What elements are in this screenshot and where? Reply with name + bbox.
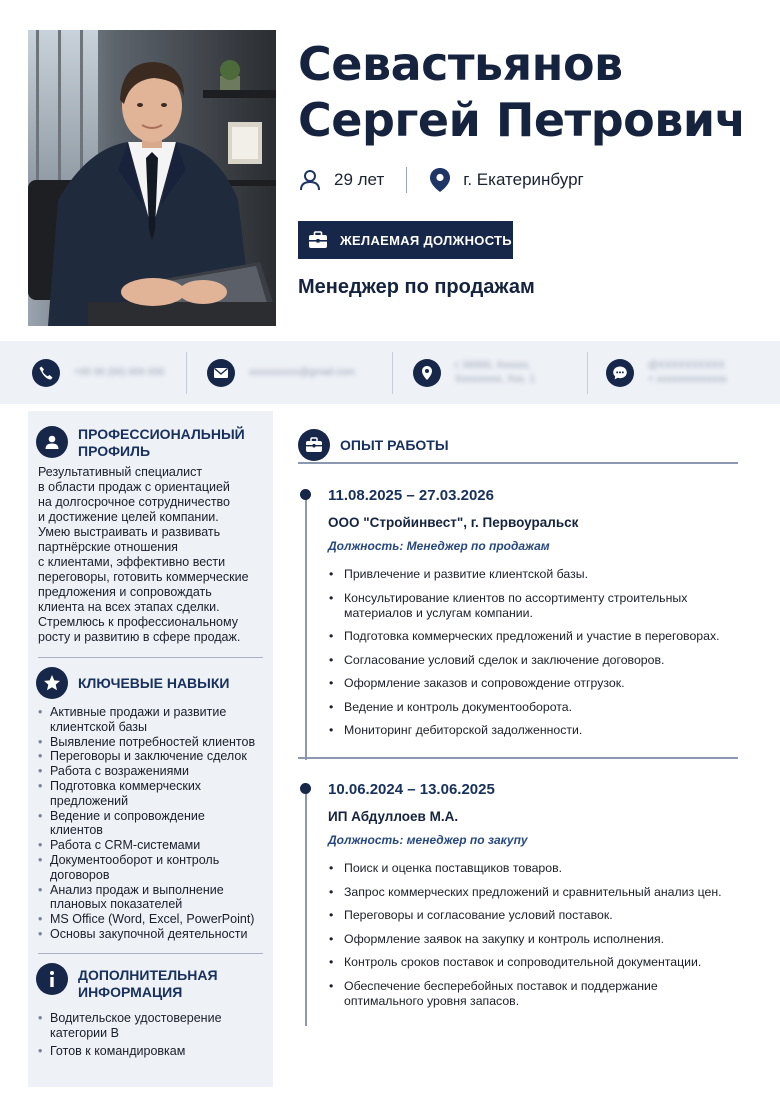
extra-line: • Готов к командировкам — [50, 1044, 186, 1059]
duty-line: • Обеспечение бесперебойных поставок и поддержание — [344, 978, 658, 993]
experience-heading — [298, 427, 738, 463]
duty-item — [328, 653, 738, 668]
messenger-value — [648, 359, 727, 387]
skill-line: • Работа с CRM-системами — [50, 838, 201, 853]
extra-item — [36, 1011, 263, 1041]
job-divider — [298, 757, 738, 759]
desired-position-label: ЖЕЛАЕМАЯ ДОЛЖНОСТЬ — [340, 232, 512, 248]
extra-section — [28, 954, 273, 1059]
profile-line: клиента на всех этапах сделки. — [38, 600, 220, 614]
skill-line: • Подготовка коммерческих — [50, 778, 202, 793]
extra-title-line: ДОПОЛНИТЕЛЬНАЯ — [78, 966, 218, 983]
contact-email[interactable] — [187, 341, 392, 404]
duty-line: • Согласование условий сделок и заключение договоров. — [344, 652, 665, 667]
profile-heading — [36, 426, 263, 460]
extra-heading — [36, 963, 263, 1001]
email-value: xxxxxxxxxx@gmail.com — [249, 366, 355, 378]
sidebar — [28, 411, 273, 1087]
skill-item — [36, 927, 263, 942]
skill-line: клиентов — [50, 823, 103, 838]
extra-line: категории B — [50, 1025, 119, 1040]
location-pin-icon — [429, 167, 451, 193]
job-role: Должность: Менеджер по продажам — [328, 539, 550, 553]
profile-line: с клиентами, эффективно вести — [38, 555, 226, 569]
skill-line: • Работа с возражениями — [50, 764, 189, 779]
mail-icon — [207, 359, 235, 387]
experience-title: ОПЫТ РАБОТЫ — [340, 437, 449, 453]
duty-line: • Запрос коммерческих предложений и сравнительный анализ цен. — [344, 884, 722, 899]
profile-line: Стремлюсь к профессиональному — [38, 615, 238, 629]
job-entry — [328, 781, 738, 1017]
profile-line: Умею выстраивать и развивать — [38, 525, 221, 539]
skill-line: • MS Office (Word, Excel, PowerPoint) — [50, 912, 255, 927]
duty-item — [328, 955, 738, 970]
skill-line: • Анализ продаж и выполнение — [50, 882, 224, 897]
duty-line: • Ведение и контроль документооборота. — [344, 699, 573, 714]
skill-item — [36, 883, 263, 913]
skill-line: • Основы закупочной деятельности — [50, 926, 248, 941]
city-item — [429, 167, 584, 193]
skill-line: плановых показателей — [50, 897, 183, 912]
age-item — [298, 168, 384, 192]
profile-text — [36, 465, 263, 645]
duty-item — [328, 861, 738, 876]
skill-item — [36, 912, 263, 927]
duty-item — [328, 908, 738, 923]
messenger-line: @XXXXXXXXXX — [648, 359, 725, 371]
duty-item — [328, 676, 738, 691]
age-text: 29 лет — [334, 170, 385, 189]
profile-line: росту и развитию в сфере продаж. — [38, 630, 241, 644]
timeline-dot — [300, 783, 311, 794]
profile-line: партнёрские отношения — [38, 540, 178, 554]
candidate-name — [298, 36, 758, 148]
user-icon — [36, 426, 68, 458]
skill-line: • Ведение и сопровождение — [50, 808, 205, 823]
skills-section — [28, 658, 273, 942]
city-text: г. Екатеринбург — [463, 170, 584, 189]
duty-line: • Подготовка коммерческих предложений и участие в переговорах. — [344, 629, 720, 643]
profile-line: предложения и сопровождать — [38, 585, 212, 599]
skill-item — [36, 749, 263, 764]
duty-line: оптимального уровня запасов. — [344, 993, 520, 1008]
job-duties — [328, 567, 738, 738]
contact-address[interactable] — [393, 341, 587, 404]
skills-title: КЛЮЧЕВЫЕ НАВЫКИ — [78, 674, 230, 691]
name-given: Сергей Петрович — [298, 93, 746, 147]
phone-value: +00 00 (00) 000 000 — [74, 366, 165, 378]
duty-line: • Переговоры и согласование условий поставок. — [344, 908, 613, 922]
desired-position-title: Менеджер по продажам — [298, 276, 535, 298]
skill-item — [36, 705, 263, 735]
duty-line: • Оформление заказов и сопровождение отгрузок. — [344, 676, 625, 690]
personal-meta — [298, 164, 584, 196]
profile-section — [28, 411, 273, 645]
experience-rule — [298, 462, 738, 464]
profile-line: и достижение целей компании. — [38, 510, 219, 524]
briefcase-icon — [308, 231, 328, 249]
skill-item — [36, 735, 263, 750]
extra-title — [78, 963, 218, 1001]
profile-line: Результативный специалист — [38, 465, 203, 479]
duty-item — [328, 629, 738, 644]
extra-list — [36, 1011, 263, 1059]
extra-title-line: ИНФОРМАЦИЯ — [78, 983, 183, 1000]
contact-phone[interactable] — [0, 341, 186, 404]
skill-line: • Выявление потребностей клиентов — [50, 734, 256, 749]
skill-line: • Переговоры и заключение сделок — [50, 749, 247, 764]
desired-position-badge — [298, 221, 513, 259]
duty-line: материалов и услугам компании. — [344, 605, 533, 620]
duty-item — [328, 885, 738, 900]
skill-line: клиентской базы — [50, 719, 147, 734]
skill-line: • Активные продажи и развитие — [50, 705, 227, 719]
extra-item — [36, 1044, 263, 1059]
contact-bar — [0, 341, 780, 404]
profile-line: переговоры, готовить коммерческие — [38, 570, 249, 584]
job-dates: 11.08.2025 – 27.03.2026 — [328, 487, 494, 504]
address-line: Ххххххххх, Ххх. 1 — [455, 373, 536, 385]
duty-line: • Мониторинг дебиторской задолженности. — [344, 723, 583, 737]
extra-line: • Водительское удостоверение — [50, 1010, 222, 1025]
skill-item — [36, 853, 263, 883]
skill-item — [36, 779, 263, 809]
timeline-dot — [300, 489, 311, 500]
duty-line: • Консультирование клиентов по ассортименту строительных — [344, 590, 688, 605]
name-surname: Севастьянов — [298, 37, 623, 91]
skill-line: предложений — [50, 793, 129, 808]
duty-item — [328, 700, 738, 715]
address-value — [455, 359, 535, 387]
duty-item — [328, 591, 738, 621]
meta-divider — [406, 167, 407, 193]
job-role: Должность: менеджер по закупу — [328, 833, 528, 847]
skills-heading — [36, 667, 263, 699]
skill-item — [36, 764, 263, 779]
skill-line: • Документооборот и контроль — [50, 852, 220, 867]
duty-line: • Поиск и оценка поставщиков товаров. — [344, 861, 563, 875]
duty-item — [328, 723, 738, 738]
phone-icon — [32, 359, 60, 387]
skill-item — [36, 838, 263, 853]
duty-line: • Привлечение и развитие клиентской базы. — [344, 567, 589, 581]
location-pin-icon — [413, 359, 441, 387]
duty-line: • Контроль сроков поставок и сопроводительной документации. — [344, 955, 702, 969]
duty-item — [328, 979, 738, 1009]
duty-item — [328, 932, 738, 947]
messenger-line: + xxxxxxxxxxxxxx — [648, 373, 727, 385]
briefcase-icon — [298, 429, 330, 461]
skill-item — [36, 809, 263, 839]
job-company: ИП Абдуллоев М.А. — [328, 809, 459, 824]
duty-line: • Оформление заявок на закупку и контроль исполнения. — [344, 931, 665, 946]
timeline-line — [305, 496, 307, 760]
info-icon — [36, 963, 68, 995]
profile-line: в области продаж с ориентацией — [38, 480, 230, 494]
job-company: ООО "Стройинвест", г. Первоуральск — [328, 515, 579, 530]
star-icon — [36, 667, 68, 699]
duty-item — [328, 567, 738, 582]
contact-messenger[interactable] — [588, 341, 778, 404]
person-icon — [298, 168, 322, 192]
job-duties — [328, 861, 738, 1009]
profile-photo — [28, 30, 276, 326]
timeline-line — [305, 790, 307, 1026]
skills-list — [36, 705, 263, 942]
job-dates: 10.06.2024 – 13.06.2025 — [328, 781, 495, 798]
skill-line: договоров — [50, 867, 110, 882]
chat-icon — [606, 359, 634, 387]
profile-line: на долгосрочное сотрудничество — [38, 495, 231, 509]
profile-title: ПРОФЕССИОНАЛЬНЫЙ ПРОФИЛЬ — [78, 426, 245, 459]
address-line: г. 00000, Хххххх, — [455, 359, 531, 371]
job-entry — [328, 487, 738, 747]
